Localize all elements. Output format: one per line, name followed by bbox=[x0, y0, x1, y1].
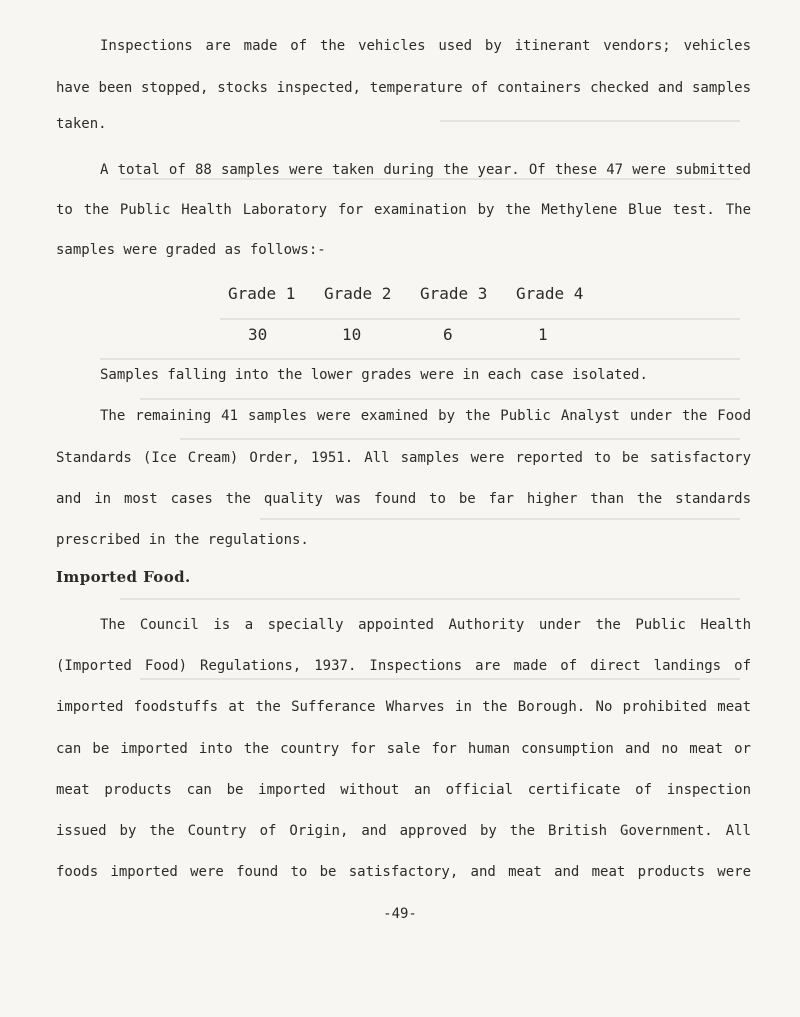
grade-value: 1 bbox=[538, 325, 548, 344]
text-line: taken. bbox=[56, 116, 107, 132]
grade-header: Grade 2 bbox=[324, 284, 392, 303]
grade-header: Grade 3 bbox=[420, 284, 488, 303]
grade-header: Grade 1 bbox=[228, 284, 296, 303]
grade-header: Grade 4 bbox=[516, 284, 584, 303]
section-heading: Imported Food. bbox=[56, 568, 191, 586]
text-line: issued by the Country of Origin, and approved by the British Government. All bbox=[56, 823, 751, 839]
text-line: prescribed in the regulations. bbox=[56, 532, 309, 548]
grade-value: 30 bbox=[248, 325, 268, 344]
text-line: Samples falling into the lower grades were in each case isolated. bbox=[100, 367, 648, 383]
text-line: meat products can be imported without an official certificate of inspection bbox=[56, 782, 751, 798]
text-line: Standards (Ice Cream) Order, 1951. All samples were reported to be satisfactory bbox=[56, 450, 751, 466]
text-line: (Imported Food) Regulations, 1937. Inspections are made of direct landings of bbox=[56, 658, 751, 674]
text-line: Inspections are made of the vehicles used by itinerant vendors; vehicles bbox=[100, 38, 751, 54]
text-line: imported foodstuffs at the Sufferance Wharves in the Borough. No prohibited meat bbox=[56, 699, 751, 715]
text-line: A total of 88 samples were taken during the year. Of these 47 were submitted bbox=[100, 162, 751, 178]
text-line: can be imported into the country for sale for human consumption and no meat or bbox=[56, 741, 751, 757]
text-line: to the Public Health Laboratory for examination by the Methylene Blue test. The bbox=[56, 202, 751, 218]
text-line: The Council is a specially appointed Authority under the Public Health bbox=[100, 617, 751, 633]
grade-value: 10 bbox=[342, 325, 362, 344]
text-line: samples were graded as follows:- bbox=[56, 242, 326, 258]
grade-value: 6 bbox=[443, 325, 453, 344]
text-line: foods imported were found to be satisfactory, and meat and meat products were bbox=[56, 864, 751, 880]
text-line: and in most cases the quality was found to be far higher than the standards bbox=[56, 491, 751, 507]
text-line: have been stopped, stocks inspected, temperature of containers checked and samples bbox=[56, 80, 751, 96]
page-number: -49- bbox=[383, 906, 417, 922]
text-line: The remaining 41 samples were examined by the Public Analyst under the Food bbox=[100, 408, 751, 424]
